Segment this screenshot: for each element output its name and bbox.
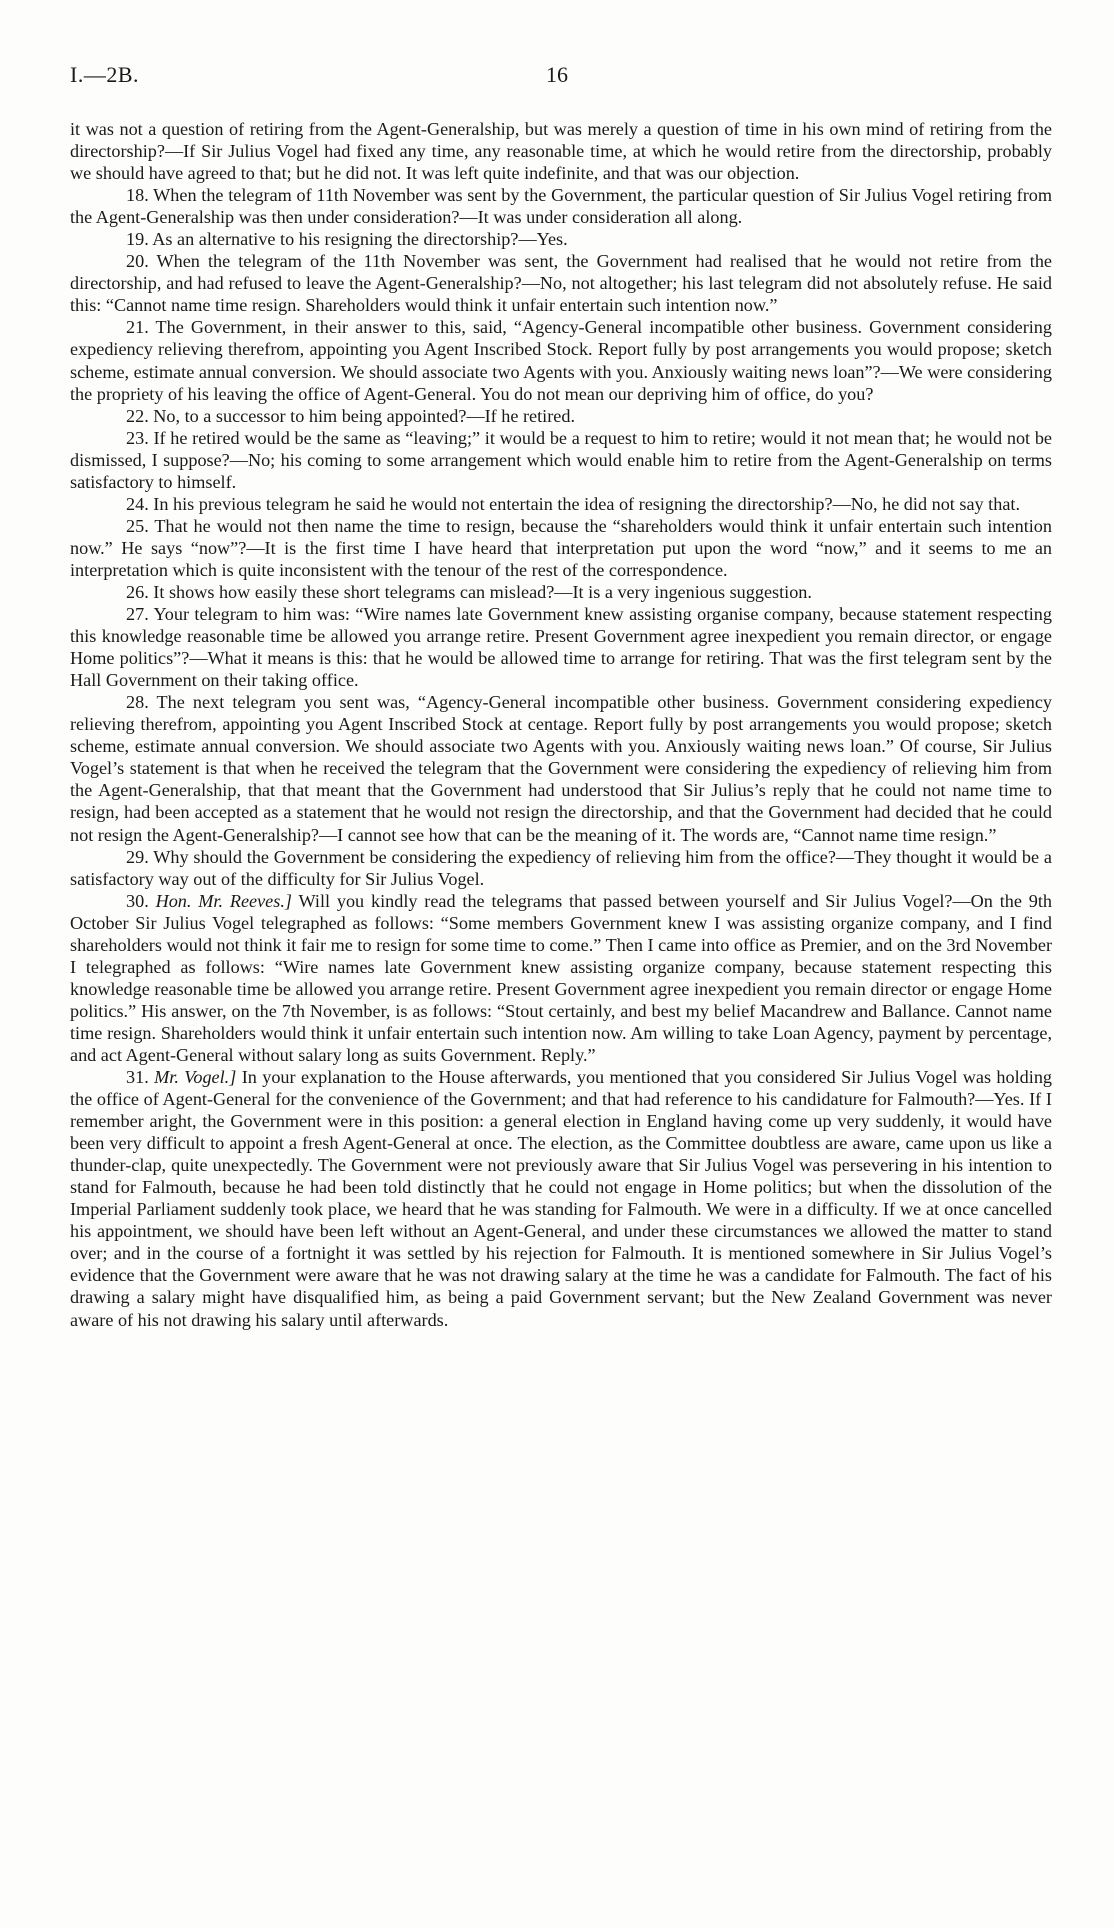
- paragraph: [70, 1066, 1052, 1331]
- page-number: 16: [546, 62, 568, 87]
- paragraph: 25. That he would not then name the time to resign, because the “shareholders would think it unfair entertain such intention now.” He says “now”?—It is the first time I have heard that interpretation put upon the word “now,” and it seems to me an interpretation which is quite inconsistent with the tenour of the rest of the correspondence.: [70, 515, 1052, 580]
- paragraph: [70, 890, 1052, 1066]
- paragraph: 24. In his previous telegram he said he would not entertain the idea of resigning the directorship?—No, he did not say that.: [126, 493, 1020, 514]
- document-body: [70, 118, 1052, 1331]
- paragraph: 23. If he retired would be the same as “leaving;” it would be a request to him to retire; would it not mean that; he would not be dismissed, I suppose?—No; his coming to some arrangement which would enable him to retire from the Agent-Generalship on terms satisfactory to himself.: [70, 427, 1052, 492]
- paragraph: 22. No, to a successor to him being appointed?—If he retired.: [126, 405, 576, 426]
- paragraph-text: Will you kindly read the telegrams that passed between yourself and Sir Julius Vogel?—On the 9th October Sir Julius Vogel telegraphed as follows: “Some members Government knew I was assisting organize company, and I find shareholders would not think it fair me to resign for some time to come.” Then I came into office as Premier, and on the 3rd November I telegraphed as follows: “Wire names late Government knew assisting organize company, because statement respecting this knowledge reasonable time be allowed you arrange retire. Present Government agree inexpedient you remain director or engage Home politics.” His answer, on the 7th November, is as follows: “Stout certainly, and best my belief Macandrew and Ballance. Cannot name time resign. Shareholders would think it unfair entertain such intention now. Am willing to take Loan Agency, payment by percentage, and act Agent-General without salary long as suits Government. Reply.”: [70, 890, 1053, 1065]
- paragraph: 28. The next telegram you sent was, “Agency-General incompatible other business. Government considering expediency relieving therefrom, appointing you Agent Inscribed Stock at centage. Report fully by post arrangements you would propose; sketch scheme, estimate annual conversion. We should associate two Agents with you. Anxiously waiting news loan.” Of course, Sir Julius Vogel’s statement is that when he received the telegram that the Government were considering the expediency of relieving him from the Agent-Generalship, that that meant that the Government had understood that Sir Julius’s reply that he could not name time to resign, had been accepted as a statement that he would not resign the directorship, and that the Government had decided that he could not resign the Agent-Generalship?—I cannot see how that can be the meaning of it. The words are, “Cannot name time resign.”: [70, 692, 1052, 845]
- paragraph: 29. Why should the Government be considering the expediency of relieving him from the office?—They thought it would be a satisfactory way out of the difficulty for Sir Julius Vogel.: [70, 846, 1052, 889]
- speaker-label: Mr. Vogel.]: [154, 1067, 237, 1088]
- paragraph: 27. Your telegram to him was: “Wire names late Government knew assisting organise company, because statement respecting this knowledge reasonable time be allowed you arrange retire. Present Government agree inexpedient you remain director, or engage Home politics”?—What it means is this: that he would be allowed time to arrange for retiring. That was the first telegram sent by the Hall Government on their taking office.: [70, 604, 1052, 691]
- question-number: 31.: [126, 1067, 149, 1088]
- paragraph: 26. It shows how easily these short telegrams can mislead?—It is a very ingenious suggestion.: [126, 581, 812, 602]
- document-reference: I.—2B.: [70, 62, 139, 87]
- paragraph: 21. The Government, in their answer to this, said, “Agency-General incompatible other business. Government considering expediency relieving therefrom, appointing you Agent Inscribed Stock. Report fully by post arrangements you would propose; sketch scheme, estimate annual conversion. We should associate two Agents with you. Anxiously waiting news loan”?—We were considering the propriety of his leaving the office of Agent-General. You do not mean our depriving him of office, do you?: [70, 317, 1052, 404]
- question-number: 30.: [126, 890, 149, 911]
- paragraph: it was not a question of retiring from the Agent-Generalship, but was merely a question of time in his own mind of retiring from the directorship?—If Sir Julius Vogel had fixed any time, any reasonable time, at which he would retire from the directorship, probably we should have agreed to that; but he did not. It was left quite indefinite, and that was our objection.: [70, 119, 1052, 184]
- paragraph: 18. When the telegram of 11th November was sent by the Government, the particular question of Sir Julius Vogel retiring from the Agent-Generalship was then under consideration?—It was under consideration all along.: [70, 185, 1052, 228]
- paragraph: 20. When the telegram of the 11th November was sent, the Government had realised that he would not retire from the directorship, and had refused to leave the Agent-Generalship?—No, not altogether; his last telegram did not absolutely refuse. He said this: “Cannot name time resign. Shareholders would think it unfair entertain such intention now.”: [70, 251, 1052, 316]
- paragraph-text: In your explanation to the House afterwards, you mentioned that you considered Sir Julius Vogel was holding the office of Agent-General for the convenience of the Government; and that had reference to his candidature for Falmouth?—Yes. If I remember aright, the Government were in this position: a general election in England having come up very suddenly, it would have been very difficult to appoint a fresh Agent-General at once. The election, as the Committee doubtless are aware, came upon us like a thunder-clap, quite unexpectedly. The Government were not previously aware that Sir Julius Vogel was persevering in his intention to stand for Falmouth, because he had been told distinctly that he could not engage in Home politics; but when the dissolution of the Imperial Parliament suddenly took place, we heard that he was standing for Falmouth. We were in a difficulty. If we at once cancelled his appointment, we should have been left without an Agent-General, and under these circumstances we allowed the matter to stand over; and in the course of a fortnight it was settled by his rejection for Falmouth. It is mentioned somewhere in Sir Julius Vogel’s evidence that the Government were aware that he was not drawing salary at the time he was a candidate for Falmouth. The fact of his drawing a salary might have disqualified him, as being a paid Government servant; but the New Zealand Government was never aware of his not drawing his salary until afterwards.: [70, 1067, 1053, 1330]
- speaker-label: Hon. Mr. Reeves.]: [155, 890, 292, 911]
- paragraph: 19. As an alternative to his resigning the directorship?—Yes.: [126, 229, 568, 250]
- page-header: [60, 54, 1054, 94]
